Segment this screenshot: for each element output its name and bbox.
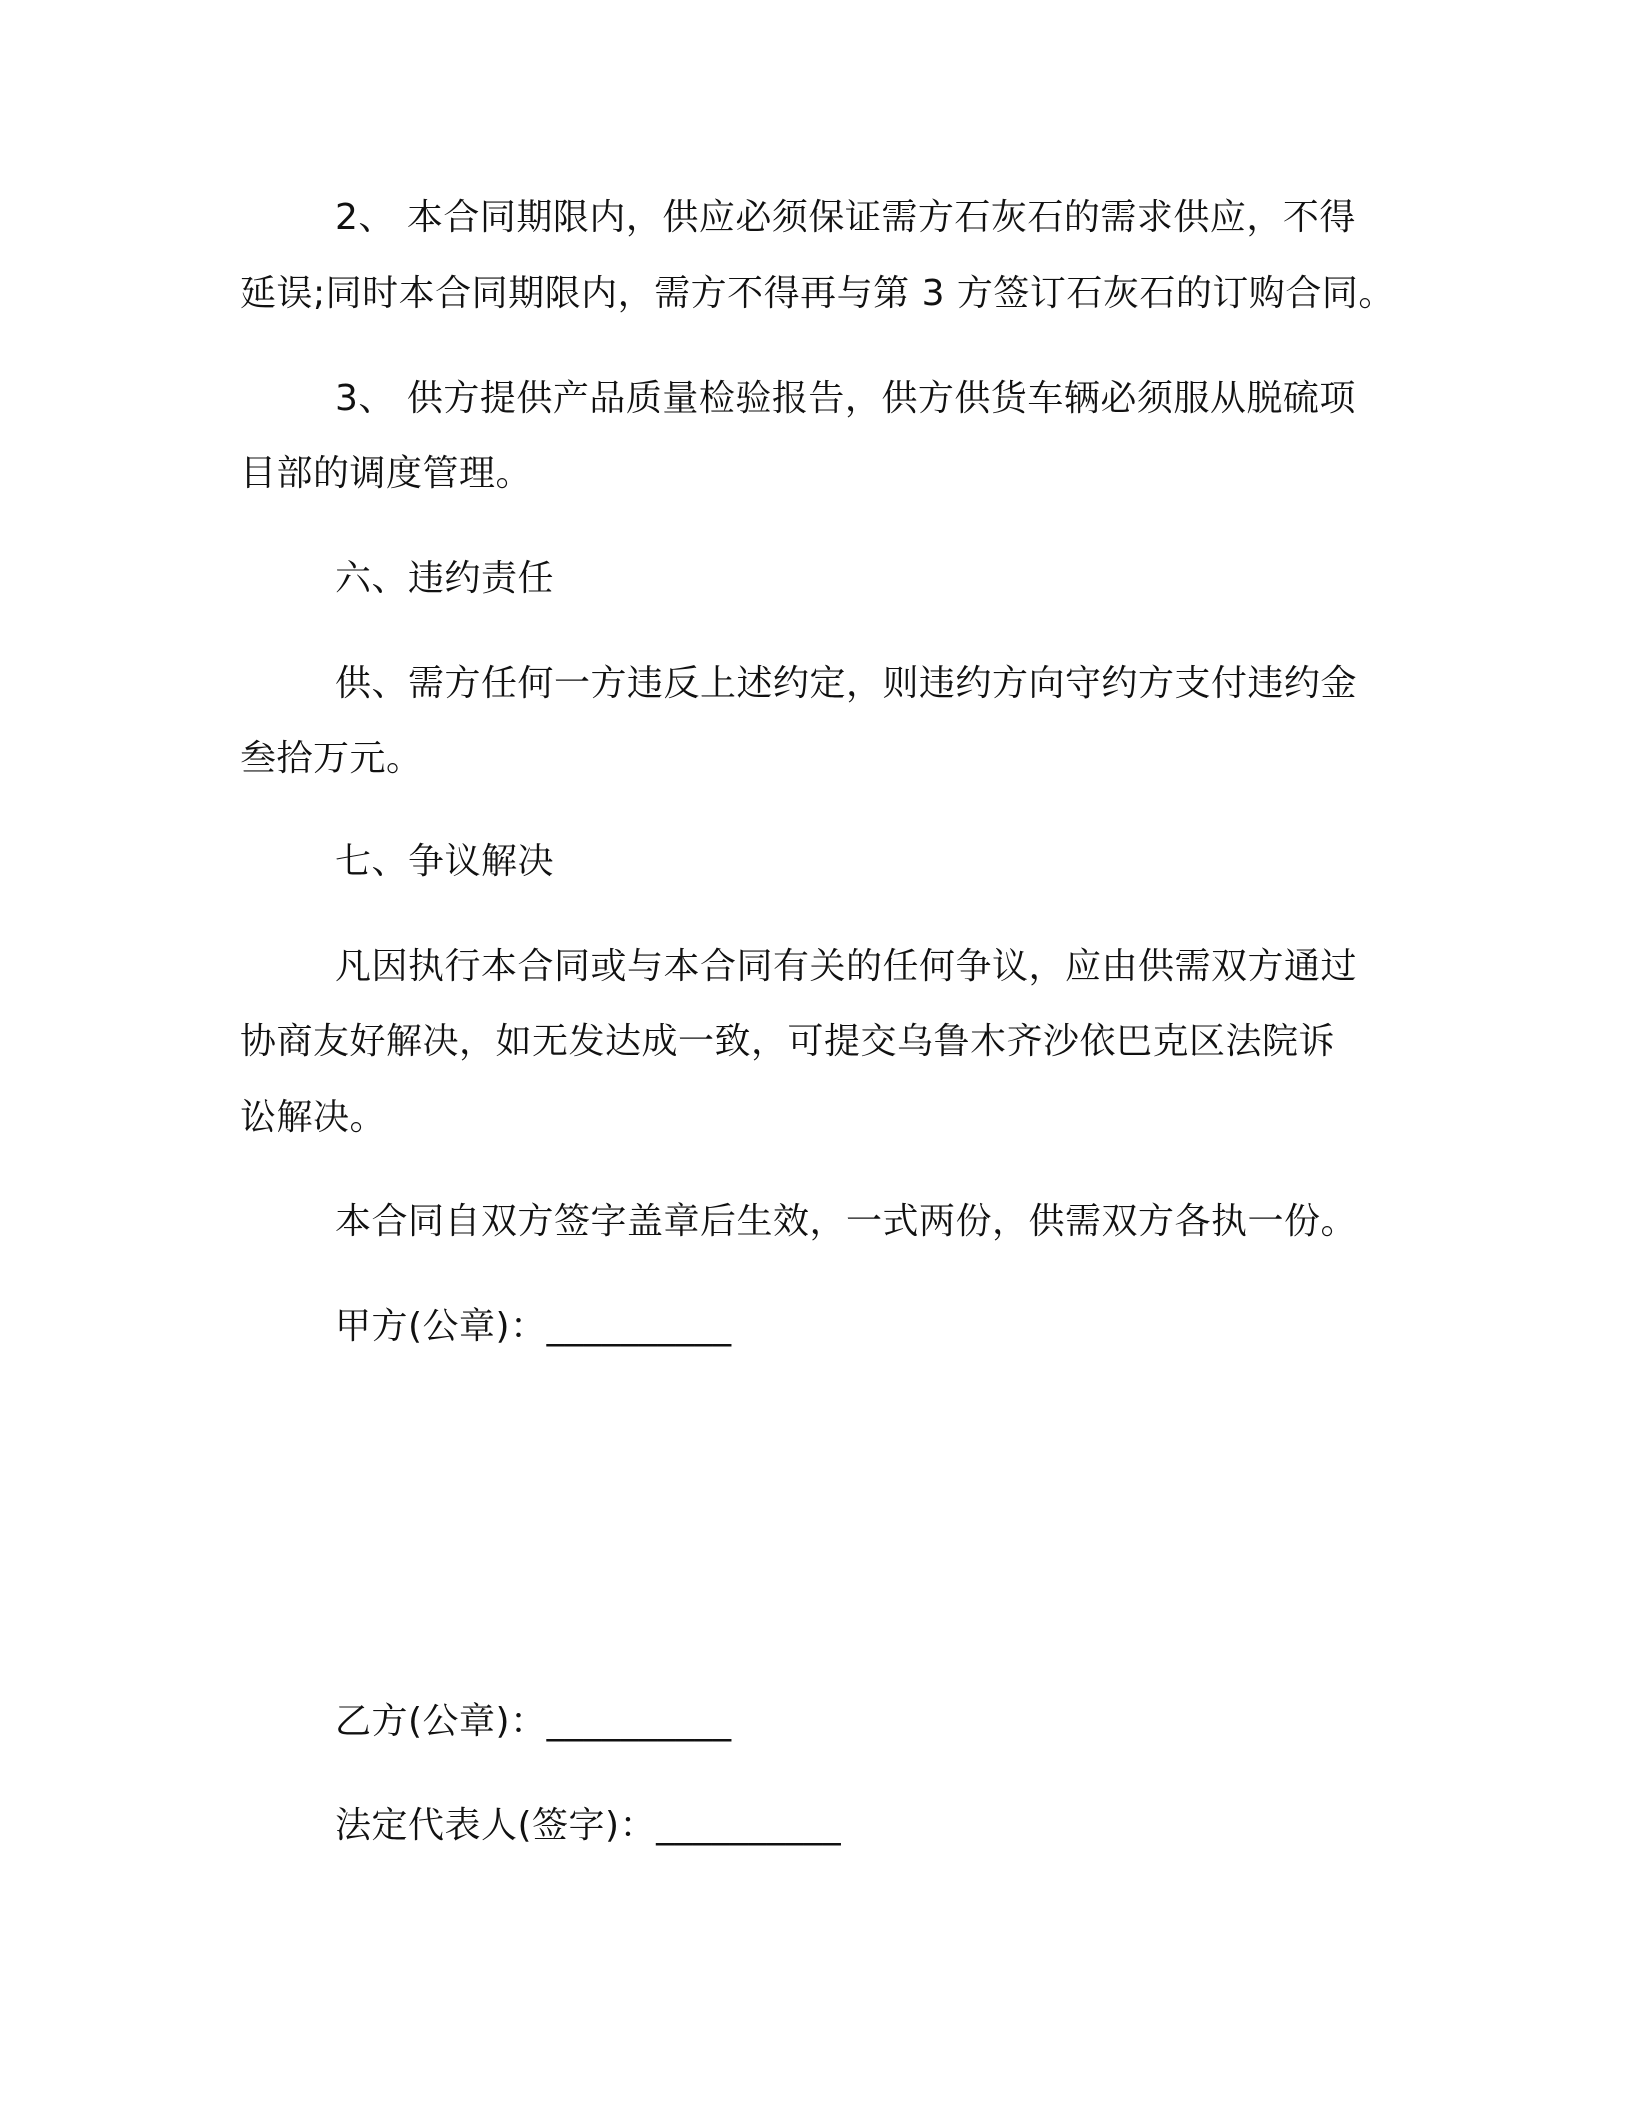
- legal-representative-signature-line: 法定代表人(签字)：__________: [335, 1805, 842, 1846]
- section-7-body-line-2: 协商友好解决，如无发达成一致，可提交乌鲁木齐沙依巴克区法院诉: [240, 1021, 1336, 1062]
- section-6-body-line-1: 供、需方任何一方违反上述约定，则违约方向守约方支付违约金: [335, 663, 1358, 704]
- section-7-heading: 七、争议解决: [335, 841, 555, 882]
- clause-3-line-1: 3、 供方提供产品质量检验报告，供方供货车辆必须服从脱硫项: [335, 378, 1356, 419]
- party-b-signature-line: 乙方(公章)：__________: [335, 1701, 732, 1742]
- clause-2-line-1: 2、 本合同期限内，供应必须保证需方石灰石的需求供应，不得: [335, 197, 1356, 238]
- clause-2-line-2: 延误;同时本合同期限内，需方不得再与第 3 方签订石灰石的订购合同。: [240, 273, 1395, 314]
- section-7-body-line-3: 讼解决。: [240, 1097, 387, 1138]
- clause-3-line-2: 目部的调度管理。: [240, 453, 533, 494]
- section-6-body-line-2: 叁拾万元。: [240, 738, 423, 779]
- effective-clause: 本合同自双方签字盖章后生效，一式两份，供需双方各执一份。: [335, 1201, 1358, 1242]
- section-6-heading: 六、违约责任: [335, 558, 555, 599]
- party-a-signature-line: 甲方(公章)：__________: [335, 1306, 732, 1347]
- section-7-body-line-1: 凡因执行本合同或与本合同有关的任何争议，应由供需双方通过: [335, 946, 1358, 987]
